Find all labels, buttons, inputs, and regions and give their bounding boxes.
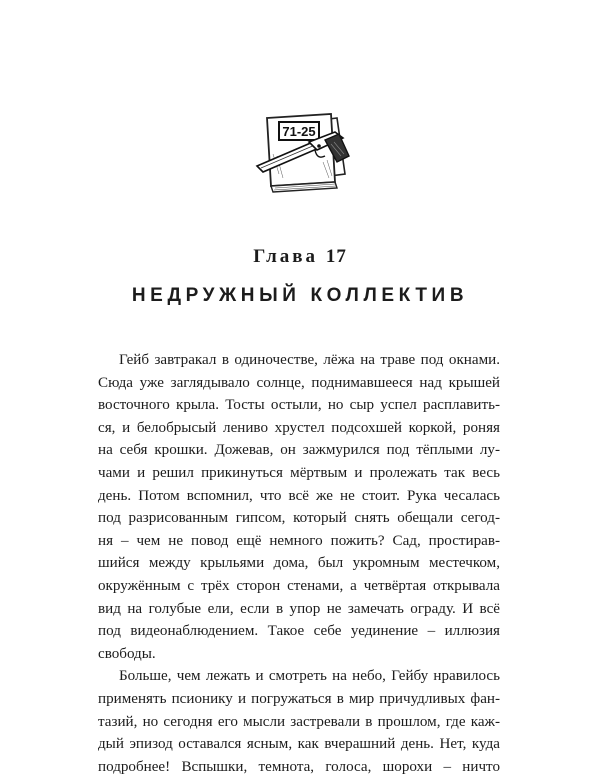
chapter-word: Глава	[253, 246, 319, 267]
plate-text: 71-25	[282, 124, 316, 139]
text-line: подробнее! Вспышки, темнота, голоса, шорохи – ничто	[98, 758, 500, 775]
pistol-icon	[253, 104, 353, 200]
text-line: применять псионику и погружаться в мир причудливых фан-	[98, 690, 500, 707]
chapter-heading	[0, 246, 600, 268]
text-line: под разрисованным гипсом, который снять обещали сегод-	[98, 510, 500, 527]
text-line: день. Потом вспомнил, что всё же не стоит. Рука чесалась	[98, 487, 500, 504]
chapter-illustration	[253, 104, 353, 200]
text-line: шийся между крыльями дома, был укромным местечком,	[98, 555, 500, 572]
chapter-number: 17	[325, 246, 347, 267]
text-line: окружённым с трёх сторон стенами, а четвёртая открывала	[98, 577, 500, 594]
text-line: ня – чем не повод ещё немного пожить? Сад, простирав-	[98, 532, 500, 549]
text-line: Гейб завтракал в одиночестве, лёжа на траве под окнами.	[119, 352, 500, 368]
text-line: вид на голубые ели, если в упор не замечать ограду. И всё	[98, 600, 500, 617]
chapter-title: НЕДРУЖНЫЙ КОЛЛЕКТИВ	[131, 285, 469, 306]
body-text	[98, 349, 500, 778]
text-line: ся, и белобрысый лениво хрустел подсохшей коркой, роняя	[98, 419, 500, 436]
text-line: восточного крыла. Тосты остыли, но сыр успел расплавить-	[98, 397, 500, 414]
text-line: Больше, чем лежать и смотреть на небо, Гейбу нравилось	[119, 668, 500, 685]
text-line: на себя крошки. Дожевав, он зажмурился под тёплыми лу-	[98, 442, 500, 459]
text-line: под видеонаблюдением. Такое себе уединение – иллюзия	[98, 623, 500, 640]
text-line: тазий, но сегодня его мысли застревали в прошлом, где каж-	[98, 713, 500, 730]
text-line: дый эпизод оставался ясным, как вчерашний день. Нет, куда	[98, 736, 500, 753]
text-line: свободы.	[98, 645, 156, 662]
text-line: чами и решил прикинуться мёртвым и пролежать так весь	[98, 464, 500, 481]
text-line: Сюда уже заглядывало солнце, поднимавшееся над крышей	[98, 374, 500, 391]
